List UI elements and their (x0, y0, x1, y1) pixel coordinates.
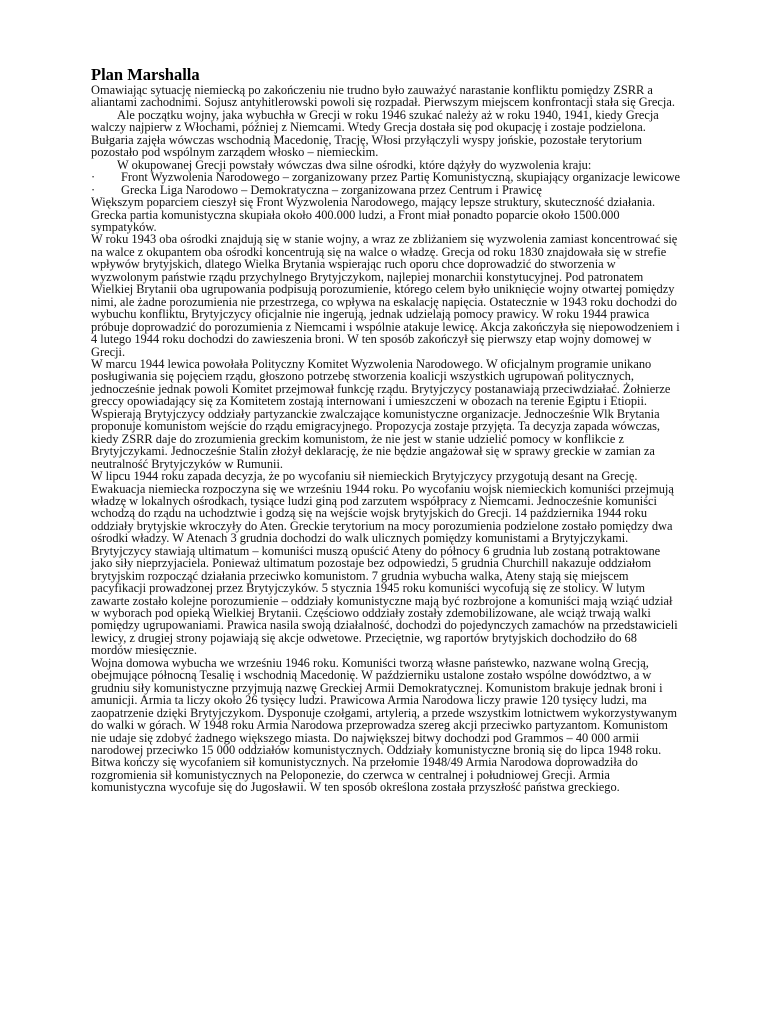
bullet-text: Grecka Liga Narodowo – Demokratyczna – zorganizowana przez Centrum i Prawicę (121, 182, 542, 197)
paragraph-two-centers: W okupowanej Grecji powstały wówczas dwa silne ośrodki, które dążyły do wyzwolenia kraju: (117, 157, 592, 172)
bullet-mark: · (91, 182, 96, 197)
bullet-mark: · (91, 170, 96, 185)
paragraph-civil-war: Wojna domowa wybucha we wrześniu 1946 roku. Komuniści tworzą własne państewko, nazwane wolną Grecją, obejmujące północną Tesalię i wschodnią Macedonię. W październiku ustalone zostało wspólne dowództwo, a w grudniu siły komunistyczne przyjmują nazwę Greckiej Armii Demokratycznej. Komunistom brakuje jednak broni i amunicji. Armia ta liczy około 26 tysięcy ludzi. Prawicowa Armia Narodowa liczy prawie 120 tysięcy ludzi, ma zaopatrzenie dzięki Brytyjczykom. Dysponuje czołgami, artylerią, a przede wszystkim lotnictwem wykorzystywanym do walki w górach. W 1948 roku Armia Narodowa przeprowadza szereg akcji przeciwko partyzantom. Komunistom nie udaje się zdobyć żadnego większego miasta. Do największej bitwy dochodzi pod Grammos – 40 000 armii narodowej przeciwko 15 000 oddziałów komunistycznych. Oddziały komunistyczne bronią się do lipca 1948 roku. Bitwa kończy się wycofaniem sił komunistycznych. Na przełomie 1948/49 Armia Narodowa doprowadziła do rozgromienia sił komunistycznych na Peloponezie, do czerwca w centralnej i południowej Grecji. Armia komunistyczna wycofuje się do Jugosławii. W ten sposób określona została przyszłość państwa greckiego. (91, 655, 677, 795)
document-page (91, 66, 681, 794)
page-title: Plan Marshalla (91, 65, 200, 84)
list-item (91, 184, 681, 196)
paragraph-intro: Omawiając sytuację niemiecką po zakończeniu nie trudno było zauważyć narastanie konfliktu pomiędzy ZSRR a aliantami zachodnimi. Sojusz antyhitlerowski powoli się rozpadał. Pierwszym miejscem konfrontacji stała się Grecja. (91, 83, 675, 110)
bullet-text: Front Wyzwolenia Narodowego – zorganizowany przez Partię Komunistyczną, skupiający organizacje lewicowe (121, 170, 681, 185)
paragraph-july-1944: W lipcu 1944 roku zapada decyzja, że po wycofaniu sił niemieckich Brytyjczycy przygotują desant na Grecję. Ewakuacja niemiecka rozpoczyna się we wrześniu 1944 roku. Po wycofaniu wojsk niemieckich komuniści przejmują władzę w lokalnych ośrodkach, tysiące ludzi giną pod zarzutem współpracy z Niemcami. Jednocześnie komuniści wchodzą do rządu na uchodztwie i godzą się na wejście wojsk brytyjskich do Grecji. 14 października 1944 roku oddziały brytyjskie wkroczyły do Aten. Greckie terytorium na mocy porozumienia podzielone zostało pomiędzy dwa ośrodki władzy. W Atenach 3 grudnia dochodzi do walk ulicznych pomiędzy komunistami a Brytyjczykami. Brytyjczycy stawiają ultimatum – komuniści muszą opuścić Ateny do północy 6 grudnia lub zostaną potraktowane jako siły nieprzyjaciela. Ponieważ ultimatum pozostaje bez odpowiedzi, 5 grudnia Churchill nakazuje oddziałom brytyjskim rozpocząć działania przeciwko komunistom. 7 grudnia wybucha walka, Ateny stają się miejscem pacyfikacji prowadzonej przez Brytyjczyków. 5 stycznia 1945 roku komuniści wycofują się ze stolicy. W lutym zawarte zostało kolejne porozumienie – oddziały komunistyczne mają być rozbrojone a komuniści mają wziąć udział w wyborach pod opieką Wielkiej Brytanii. Częściowo oddziały zostały zdemobilizowane, ale wciąż trwają walki pomiędzy ugrupowaniami. Prawica nasila swoją działalność, dochodzi do pojedynczych zamachów na przedstawicieli lewicy, z drugiej strony pojawiają się akcje odwetowe. Przeciętnie, wg raportów brytyjskich dochodziło do 68 mordów miesięcznie. (91, 469, 678, 658)
paragraph-1943: W roku 1943 oba ośrodki znajdują się w stanie wojny, a wraz ze zbliżaniem się wyzwolenia zamiast koncentrować się na walce z okupantem oba ośrodki koncentrują się na walce o władzę. Grecja od roku 1830 znajdowała się w strefie wpływów brytyjskich, dlatego Wielka Brytania wspierając ruch oporu chce doprowadzić do stworzenia w wyzwolonym państwie rządu przychylnego Brytyjczykom, najlepiej monarchii konstytucyjnej. Pod patronatem Wielkiej Brytanii oba ugrupowania podpisują porozumienie, którego celem było uniknięcie wojny otwartej pomiędzy nimi, ale żadne porozumienia nie przestrzega, co wpływa na eskalację napięcia. Ostatecznie w 1943 roku dochodzi do wybuchu konfliktu, Brytyjczycy oficjalnie nie ingerują, jednak udzielają pomocy prawicy. W roku 1944 prawica próbuje doprowadzić do porozumienia z Niemcami i wspólnie atakuje lewicę. Akcja zakończyła się niepowodzeniem i 4 lutego 1944 roku dochodzi do zawieszenia broni. W ten sposób zakończył się pierwszy etap wojny domowej w Grecji. (91, 232, 680, 359)
paragraph-war-origins: Ale początku wojny, jaka wybuchła w Grecji w roku 1946 szukać należy aż w roku 1940, 1941, kiedy Grecja walczy najpierw z Włochami, później z Niemcami. Wtedy Grecja dostała się pod okupację i zostaje podzielona. Bułgaria zajęła wówczas wschodnią Macedonię, Trację, Włosi przyłączyli wyspy jońskie, pozostałe terytorium pozostało pod wspólnym zarządem włosko – niemieckim. (91, 107, 659, 160)
paragraph-march-1944: W marcu 1944 lewica powołała Polityczny Komitet Wyzwolenia Narodowego. W oficjalnym programie unikano posługiwania się pojęciem rządu, głoszono potrzebę stworzenia koalicji wszystkich ugrupowań politycznych, jednocześnie jednak powoli Komitet przejmował funkcję rządu. Brytyjczycy postanawiają przeciwdziałać. Żołnierze greccy opowiadający się za Komitetem zostają internowani i umieszczeni w obozach na terenie Egiptu i Etiopii. Wspierają Brytyjczycy oddziały partyzanckie zwalczające komunistyczne organizacje. Jednocześnie Wlk Brytania proponuje komunistom wejście do rządu emigracyjnego. Propozycja zostaje przyjęta. Ta decyzja zapada wówczas, kiedy ZSRR daje do zrozumienia greckim komunistom, że nie jest w stanie udzielić pomocy w konflikcie z Brytyjczykami. Jednocześnie Stalin złożył deklarację, że nie będzie angażował się w sprawy greckie w zamian za neutralność Brytyjczyków w Rumunii. (91, 356, 671, 471)
paragraph-front-support: Większym poparciem cieszył się Front Wyzwolenia Narodowego, mający lepsze struktury, skuteczność działania. Grecka partia komunistyczna skupiała około 400.000 ludzi, a Front miał ponadto poparcie około 1500.000 sympatyków. (91, 195, 656, 234)
